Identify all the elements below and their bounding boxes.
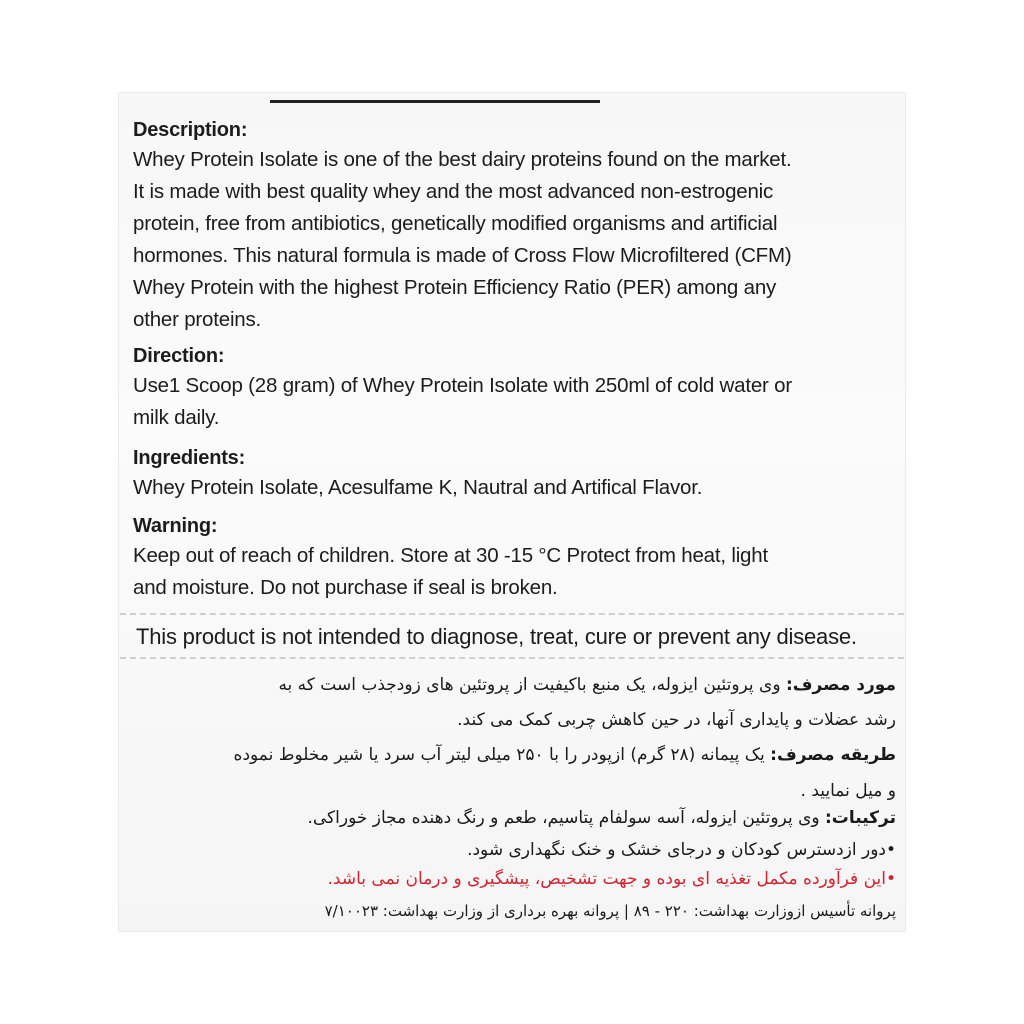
persian-usage-text: وی پروتئین ایزوله، یک منبع باکیفیت از پروتئین های زودجذب است که به: [278, 675, 781, 695]
warning-heading: Warning:: [133, 515, 218, 537]
persian-usage-line: [128, 670, 896, 700]
persian-method-line-2: و میل نمایید .: [800, 781, 896, 801]
description-line: Whey Protein Isolate is one of the best dairy proteins found on the market.: [133, 148, 792, 171]
bullet-icon: •: [885, 840, 896, 860]
english-disclaimer: This product is not intended to diagnose, treat, cure or prevent any disease.: [120, 613, 904, 659]
persian-method-text: یک پیمانه (۲۸ گرم) ازپودر را با ۲۵۰ میلی لیتر آب سرد یا شیر مخلوط نموده: [233, 745, 765, 765]
persian-ingredients-label: ترکیبات:: [825, 808, 896, 828]
warning-line: and moisture. Do not purchase if seal is broken.: [133, 576, 558, 599]
warning-section: [133, 512, 898, 604]
persian-usage-label: مورد مصرف:: [785, 675, 896, 695]
persian-method-line: [128, 740, 896, 770]
direction-section: [133, 342, 898, 434]
description-line: Whey Protein with the highest Protein Efficiency Ratio (PER) among any: [133, 276, 777, 299]
warning-line: Keep out of reach of children. Store at 30 -15 °C Protect from heat, light: [133, 544, 768, 567]
persian-usage-line-2: رشد عضلات و پایداری آنها، در حین کاهش چربی کمک می کند.: [457, 710, 896, 730]
persian-method-label: طریقه مصرف:: [770, 745, 896, 765]
persian-license-line: پروانه تأسیس ازوزارت بهداشت: ۲۲۰ - ۸۹ | پروانه بهره برداری از وزارت بهداشت: ۷/۱۰۰۲۳: [324, 902, 896, 920]
description-line: It is made with best quality whey and the most advanced non-estrogenic: [133, 180, 774, 203]
ingredients-line: Whey Protein Isolate, Acesulfame K, Nautral and Artifical Flavor.: [133, 476, 703, 499]
direction-line: Use1 Scoop (28 gram) of Whey Protein Isolate with 250ml of cold water or: [133, 374, 792, 397]
persian-storage-line: [128, 835, 896, 865]
description-line: protein, free from antibiotics, genetically modified organisms and artificial: [133, 212, 778, 235]
ingredients-heading: Ingredients:: [133, 447, 246, 469]
persian-ingredients-text: وی پروتئین ایزوله، آسه سولفام پتاسیم، طعم و رنگ دهنده مجاز خوراکی.: [307, 808, 820, 828]
description-heading: Description:: [133, 119, 248, 141]
persian-ingredients-line: [128, 803, 896, 833]
top-divider-line: [270, 100, 600, 103]
description-section: [133, 116, 898, 336]
description-line: hormones. This natural formula is made of Cross Flow Microfiltered (CFM): [133, 244, 792, 267]
persian-storage-text: دور ازدسترس کودکان و درجای خشک و خنک نگهداری شود.: [467, 840, 886, 860]
ingredients-section: [133, 444, 898, 504]
bullet-icon: •: [885, 869, 896, 889]
persian-disclaimer-text: این فرآورده مکمل تغذیه ای بوده و جهت تشخیص، پیشگیری و درمان نمی باشد.: [327, 869, 886, 889]
direction-line: milk daily.: [133, 406, 220, 429]
persian-disclaimer-line: [128, 864, 896, 894]
description-line: other proteins.: [133, 308, 262, 331]
direction-heading: Direction:: [133, 345, 225, 367]
